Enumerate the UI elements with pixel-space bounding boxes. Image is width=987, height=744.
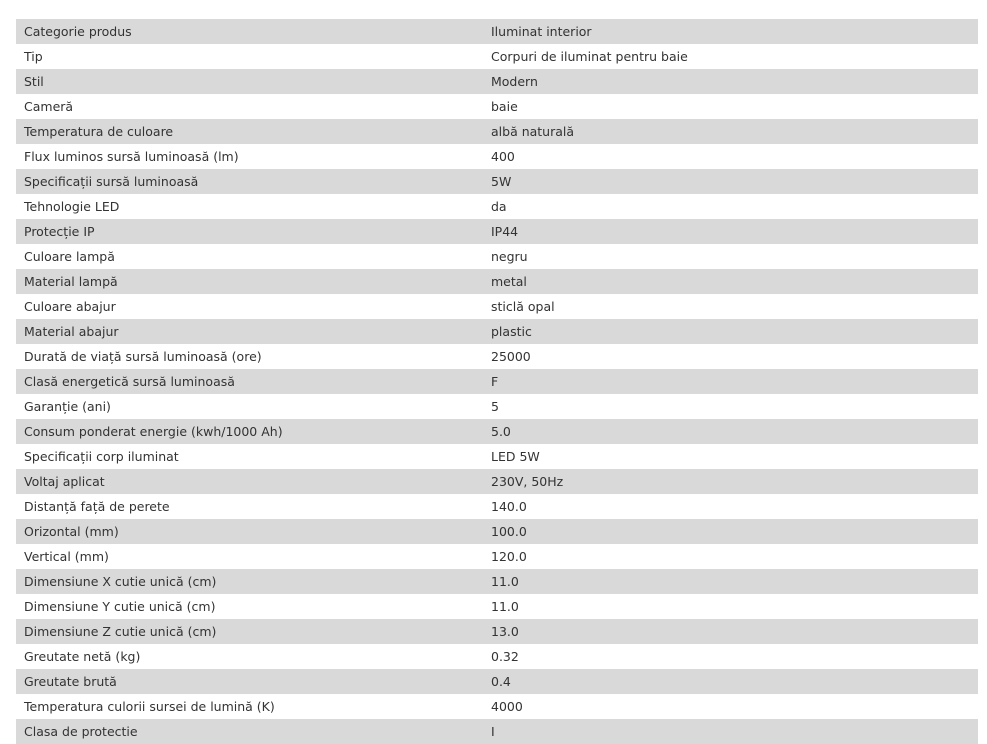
spec-label: Temperatura culorii sursei de lumină (K) [24,699,275,714]
spec-value: 5 [491,399,499,414]
spec-value: metal [491,274,527,289]
spec-value: 5.0 [491,424,511,439]
spec-row [16,619,978,644]
spec-value: 100.0 [491,524,527,539]
spec-value: 25000 [491,349,531,364]
spec-label: Dimensiune Z cutie unică (cm) [24,624,217,639]
spec-row [16,469,978,494]
spec-value: LED 5W [491,449,540,464]
spec-label: Voltaj aplicat [24,474,105,489]
spec-label: Culoare abajur [24,299,116,314]
spec-label: Temperatura de culoare [24,124,174,139]
spec-label: Material abajur [24,324,119,339]
spec-row [16,69,978,94]
spec-value: 120.0 [491,549,527,564]
spec-value: 400 [491,149,515,164]
spec-row [16,369,978,394]
spec-value: I [491,724,495,739]
spec-label: Distanță față de perete [24,499,170,514]
spec-label: Tip [24,49,43,64]
spec-value: F [491,374,499,389]
spec-row [16,494,978,519]
spec-row [16,219,978,244]
spec-value: da [491,199,507,214]
spec-row [16,19,978,44]
spec-label: Durată de viață sursă luminoasă (ore) [24,349,262,364]
spec-row [16,344,978,369]
spec-label: Cameră [24,99,74,114]
spec-label: Tehnologie LED [24,199,120,214]
spec-value: albă naturală [491,124,575,139]
spec-row [16,444,978,469]
spec-label: Protecție IP [24,224,95,239]
spec-value: 5W [491,174,512,189]
spec-value: 11.0 [491,599,519,614]
spec-row [16,719,978,744]
spec-value: Iluminat interior [491,24,592,39]
spec-value: plastic [491,324,532,339]
spec-label: Specificații corp iluminat [24,449,179,464]
spec-label: Garanție (ani) [24,399,111,414]
spec-value: Modern [491,74,538,89]
spec-label: Material lampă [24,274,118,289]
spec-value: 230V, 50Hz [491,474,564,489]
spec-label: Categorie produs [24,24,132,39]
spec-label: Culoare lampă [24,249,115,264]
spec-row [16,94,978,119]
spec-row [16,594,978,619]
spec-label: Stil [24,74,44,89]
product-specs-table [16,19,978,744]
spec-label: Vertical (mm) [24,549,109,564]
spec-row [16,119,978,144]
spec-row [16,669,978,694]
spec-row [16,319,978,344]
spec-row [16,294,978,319]
spec-value: 0.32 [491,649,519,664]
spec-value: 11.0 [491,574,519,589]
spec-label: Specificații sursă luminoasă [24,174,199,189]
spec-label: Clasă energetică sursă luminoasă [24,374,235,389]
spec-value: Corpuri de iluminat pentru baie [491,49,688,64]
spec-row [16,519,978,544]
spec-value: 13.0 [491,624,519,639]
spec-row [16,419,978,444]
spec-value: sticlă opal [491,299,555,314]
spec-label: Greutate netă (kg) [24,649,141,664]
spec-label: Dimensiune Y cutie unică (cm) [24,599,216,614]
spec-value: baie [491,99,518,114]
spec-row [16,394,978,419]
spec-row [16,169,978,194]
spec-row [16,44,978,69]
spec-row [16,644,978,669]
spec-label: Clasa de protectie [24,724,138,739]
spec-label: Flux luminos sursă luminoasă (lm) [24,149,239,164]
spec-row [16,544,978,569]
spec-label: Dimensiune X cutie unică (cm) [24,574,217,589]
spec-row [16,269,978,294]
spec-value: negru [491,249,528,264]
spec-label: Greutate brută [24,674,117,689]
spec-value: 0.4 [491,674,511,689]
spec-row [16,569,978,594]
spec-value: IP44 [491,224,519,239]
spec-value: 4000 [491,699,523,714]
spec-row [16,694,978,719]
spec-label: Consum ponderat energie (kwh/1000 Ah) [24,424,283,439]
spec-label: Orizontal (mm) [24,524,119,539]
spec-row [16,244,978,269]
spec-value: 140.0 [491,499,527,514]
spec-row [16,144,978,169]
spec-row [16,194,978,219]
